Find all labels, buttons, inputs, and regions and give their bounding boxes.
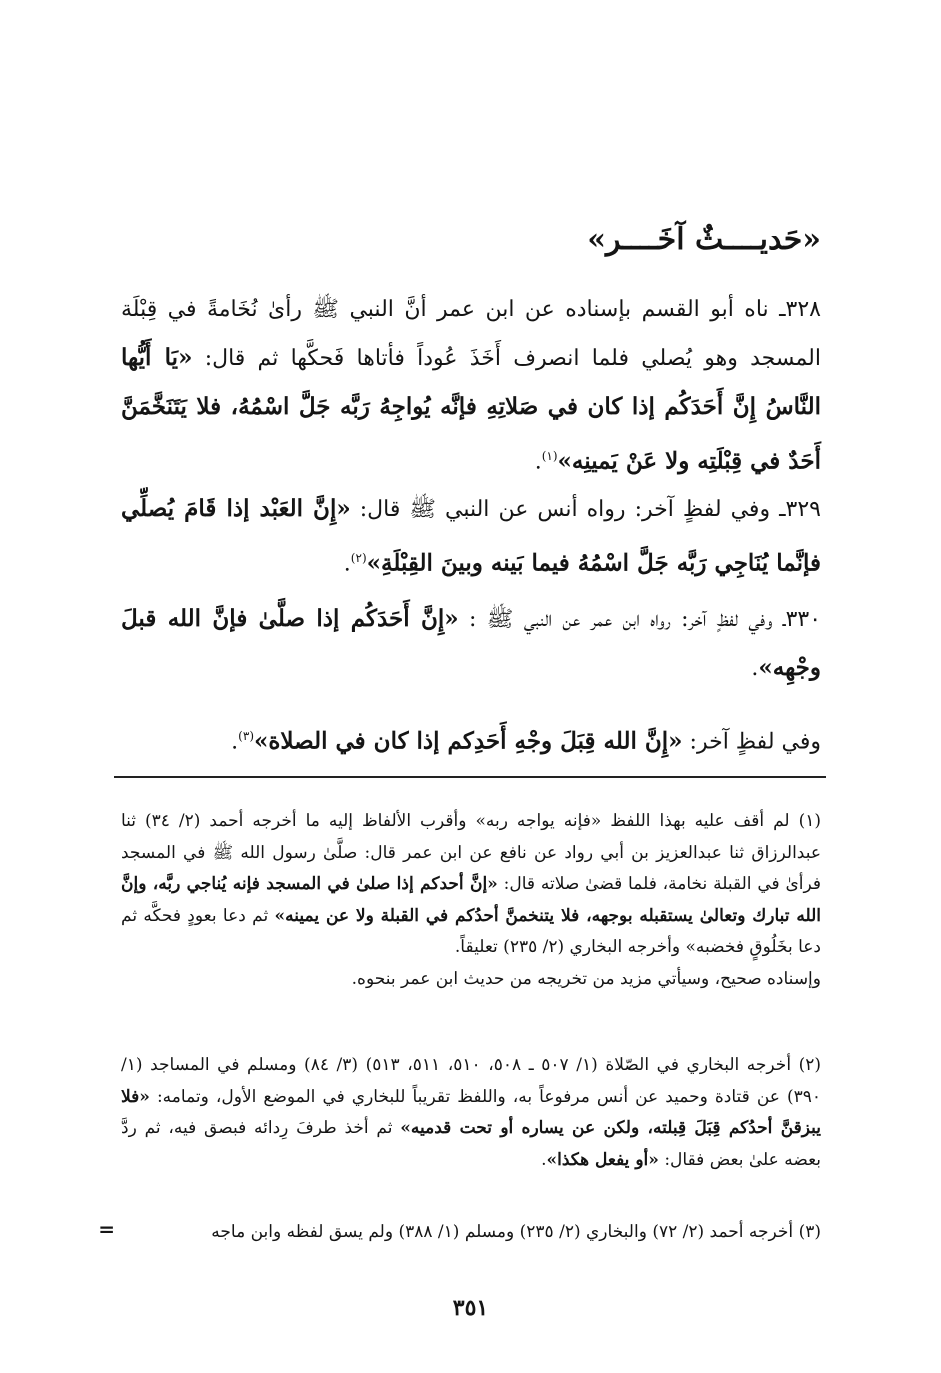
footnote-3: (٣) أخرجه أحمد (٢/ ٧٢) والبخاري (٢/ ٢٣٥) ومسلم (١/ ٣٨٨) ولم يسق لفظه وابن ماجه <box>211 1222 821 1242</box>
footnote-marker: (٢) <box>798 1055 822 1075</box>
hadith-other-wording: وفي لفظٍ آخر: «إِنَّ الله قِبَلَ وجْهِ أَحَدِكم إذا كان في الصلاة»$^{(٣)}$. <box>231 727 821 755</box>
footnote-continuation-mark: = <box>98 1217 115 1241</box>
hadith-number: ٣٢٩ <box>785 497 821 522</box>
hadith-intro: ـ ناه أبو القسم بإسناده عن ابن عمر أنَّ النبي ﷺ رأىٰ نُخَامةً في قِبْلَة المسجد وهو يُصلي فلما انصرف أَخَذَ عُوداً فأتاها فَحكَّها ثم قال: <box>121 297 821 371</box>
footnote-ref: (١) <box>541 449 558 463</box>
footnote-quote: «أو يفعل هكذا» <box>546 1149 659 1170</box>
footnote-marker: (٣) <box>798 1222 821 1242</box>
hadith-quote: «يَا أَيُّها النَّاسُ إِنَّ أَحَدَكُم إذا كان في صَلاتِهِ فإنَّه يُواجِهُ رَبَّه جَلَّ اسْمُهُ، فلا يَتَنَخَّمَنَّ أَحَدٌ في قِبْلَتِه ولا عَنْ يَمينِه» <box>121 344 821 475</box>
footnote-quote: «إنَّ أحدكم إذا صلىٰ في المسجد فإنه يُناجي ربَّه، وإنَّ الله تبارك وتعالىٰ يستقبله بوجهه، فلا يتنخمنَّ أحدُكم في القبلة ولا عن يمينه» <box>121 874 822 926</box>
hadith-number: ٣٢٨ <box>785 297 821 322</box>
footnote-divider <box>114 776 826 778</box>
section-title: «حَديــــثٌ آخَــــر» <box>587 222 821 257</box>
hadith-quote: «إِنَّ العَبْد إذا قَامَ يُصلِّي فإنَّما يُنَاجِي رَبَّه جَلَّ اسْمُهُ فيما بَينه وبينَ القِبْلَةِ» <box>121 495 821 577</box>
footnote-ref: (٢) <box>350 551 367 565</box>
footnote-ref: (٣) <box>238 729 254 743</box>
hadith-intro: ـ وفي لفظٍ آخر: رواه أنس عن النبي ﷺ قال: <box>359 497 786 522</box>
hadith-intro: ـ وفي لفظٍ آخر: رواه ابن عمر عن النبي ﷺ : <box>469 607 786 632</box>
hadith-329: ٣٢٩ـ وفي لفظٍ آخر: رواه أنس عن النبي ﷺ قال: «إِنَّ العَبْد إذا قَامَ يُصلِّي فإنَّما يُنَاجِي رَبَّه جَلَّ اسْمُهُ فيما بَينه وبينَ القِبْلَةِ»$^{(٢)}$. <box>121 495 821 577</box>
page-number: ٣٥١ <box>452 1295 489 1321</box>
hadith-intro: وفي لفظٍ آخر: <box>689 729 821 755</box>
hadith-quote: «إِنَّ أَحَدَكُم إذا صلَّىٰ فإنَّ الله قبلَ وجْهِه» <box>121 605 821 681</box>
hadith-328: ٣٢٨ـ ناه أبو القسم بإسناده عن ابن عمر أنَّ النبي ﷺ رأىٰ نُخَامةً في قِبْلَة المسجد وهو يُصلي فلما انصرف أَخَذَ عُوداً فأتاها فَحكَّها ثم قال: «يَا أَيُّها النَّاسُ إِنَّ أَحَدَكُم إذا كان في صَلاتِهِ فإنَّه يُواجِهُ رَبَّه جَلَّ اسْمُهُ، فلا يَتَنَخَّمَنَّ أَحَدٌ في قِبْلَتِه ولا عَنْ يَمينِه»$^{(١)}$. <box>121 297 821 475</box>
footnote-marker: (١) <box>798 811 822 831</box>
hadith-number: ٣٣٠ <box>785 607 822 632</box>
footnote-quote: «فلا يبزقنَّ أحدُكم قِبَلَ قِبلته، ولكن عن يساره أو تحت قدميه» <box>121 1086 821 1138</box>
hadith-quote: «إِنَّ الله قِبَلَ وجْهِ أَحَدِكم إذا كان في الصلاة» <box>254 727 683 755</box>
hadith-330: ٣٣٠ـ وفي لفظٍ آخر: رواه ابن عمر عن النبي ﷺ : «إِنَّ أَحَدَكُم إذا صلَّىٰ فإنَّ الله قبلَ وجْهِه». <box>121 605 822 681</box>
footnote-2: (٢) أخرجه البخاري في الصّلاة (١/ ٥٠٧ ـ ٥٠٨، ٥١٠، ٥١١، ٥١٣) (٣/ ٨٤) ومسلم في المساجد (١/ ٣٩٠) عن قتادة وحميد عن أنس مرفوعاً به، واللفظ تقريباً للبخاري في الموضع الأول، وتمامه: «فلا يبزقنَّ أحدُكم قِبَلَ قِبلته، ولكن عن يساره أو تحت قدميه» ثم أخذ طرفَ رِدائه فبصق فيه، ثم ردَّ بعضه علىٰ بعض فقال: «أو يفعل هكذا». <box>121 1055 822 1170</box>
footnote-1: (١) لم أقف عليه بهذا اللفظ «فإنه يواجه ربه» وأقرب الألفاظ إليه ما أخرجه أحمد (٢/ ٣٤) ثنا عبدالرزاق ثنا عبدالعزيز بن أبي رواد عن نافع عن ابن عمر قال: صلَّىٰ رسول الله ﷺ في المسجد فرأىٰ في القبلة نخامة، فلما قضىٰ صلاته قال: «إنَّ أحدكم إذا صلىٰ في المسجد فإنه يُناجي ربَّه، وإنَّ الله تبارك وتعالىٰ يستقبله بوجهه، فلا يتنخمنَّ أحدُكم في القبلة ولا عن يمينه» ثم دعا بعودٍ فحكَّه ثم دعا بخَلُوقٍ فخضبه» وأخرجه البخاري (٢/ ٢٣٥) تعليقاً. وإسناده صحيح، وسيأتي مزيد من تخريجه من حديث ابن عمر بنحوه. <box>121 811 822 989</box>
